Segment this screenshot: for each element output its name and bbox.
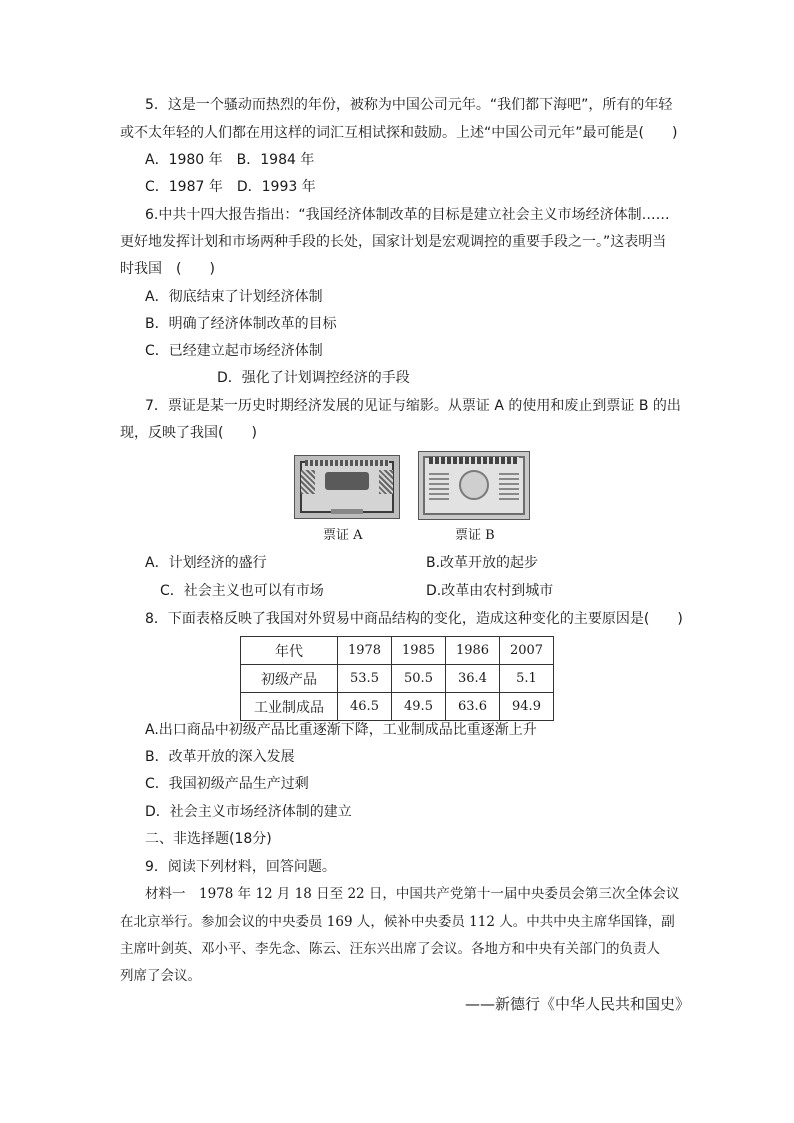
q5-options-ab: A．1980 年 B．1984 年 bbox=[145, 152, 315, 168]
q7-option-b: B.改革开放的起步 bbox=[426, 555, 539, 571]
q8-option-a: A.出口商品中初级产品比重逐渐下降，工业制成品比重逐渐上升 bbox=[145, 722, 537, 738]
table-header-cell: 2007 bbox=[500, 637, 554, 665]
q6-stem-line2: 更好地发挥计划和市场两种手段的长处，国家计划是宏观调控的重要手段之一。”这表明当 bbox=[120, 234, 667, 250]
table-cell: 初级产品 bbox=[241, 665, 338, 693]
table-cell: 工业制成品 bbox=[241, 693, 338, 721]
q8-option-d: D．社会主义市场经济体制的建立 bbox=[145, 804, 352, 820]
material1-line3: 主席叶剑英、邓小平、李先念、陈云、汪东兴出席了会议。各地方和中央有关部门的负责人 bbox=[120, 941, 660, 957]
table-cell: 53.5 bbox=[338, 665, 392, 693]
trade-structure-table bbox=[240, 636, 554, 721]
q5-stem-line2: 或不太年轻的人们都在用这样的词汇互相试探和鼓励。上述“中国公司元年”最可能是( ) bbox=[120, 125, 678, 141]
q8-option-c: C．我国初级产品生产过剩 bbox=[145, 776, 309, 792]
table-header-cell: 1985 bbox=[392, 637, 446, 665]
q6-option-b: B．明确了经济体制改革的目标 bbox=[145, 316, 337, 332]
q6-option-a: A．彻底结束了计划经济体制 bbox=[145, 289, 323, 305]
q6-stem-line3: 时我国 ( ) bbox=[120, 261, 215, 277]
table-row bbox=[241, 665, 554, 693]
ticket-a-image bbox=[294, 455, 400, 519]
q7-option-a: A．计划经济的盛行 bbox=[145, 555, 267, 571]
material1-line2: 在北京举行。参加会议的中央委员 169 人，候补中央委员 112 人。中共中央主席华国锋，副 bbox=[120, 914, 675, 930]
q8-option-b: B．改革开放的深入发展 bbox=[145, 749, 295, 765]
ticket-b-image bbox=[418, 451, 530, 520]
section-title: 二、非选择题(18分) bbox=[145, 831, 272, 847]
q6-stem-line1: 6.中共十四大报告指出：“我国经济体制改革的目标是建立社会主义市场经济体制…… bbox=[145, 207, 670, 223]
table-cell: 49.5 bbox=[392, 693, 446, 721]
table-cell: 94.9 bbox=[500, 693, 554, 721]
material1-line1: 材料一 1978 年 12 月 18 日至 22 日，中国共产党第十一届中央委员会第三次全体会议 bbox=[145, 886, 680, 902]
table-cell: 50.5 bbox=[392, 665, 446, 693]
q8-stem: 8．下面表格反映了我国对外贸易中商品结构的变化，造成这种变化的主要原因是( ) bbox=[145, 611, 683, 627]
material1-line4: 列席了会议。 bbox=[120, 968, 201, 984]
q7-option-d: D.改革由农村到城市 bbox=[426, 583, 554, 599]
table-header-cell: 1978 bbox=[338, 637, 392, 665]
table-cell: 36.4 bbox=[446, 665, 500, 693]
table-row bbox=[241, 693, 554, 721]
ticket-a-caption: 票证 A bbox=[323, 528, 363, 543]
material-source: ——新德行《中华人民共和国史》 bbox=[465, 995, 691, 1013]
table-header-cell: 年代 bbox=[241, 637, 338, 665]
q6-option-d: D．强化了计划调控经济的手段 bbox=[217, 370, 410, 386]
q7-option-c: C．社会主义也可以有市场 bbox=[160, 583, 324, 599]
table-cell: 5.1 bbox=[500, 665, 554, 693]
q6-option-c: C．已经建立起市场经济体制 bbox=[145, 343, 323, 359]
ticket-b-caption: 票证 B bbox=[455, 528, 495, 543]
q9-stem: 9．阅读下列材料，回答问题。 bbox=[145, 859, 336, 875]
q7-stem-line1: 7．票证是某一历史时期经济发展的见证与缩影。从票证 A 的使用和废止到票证 B 的出 bbox=[145, 398, 681, 414]
table-cell: 63.6 bbox=[446, 693, 500, 721]
table-header-cell: 1986 bbox=[446, 637, 500, 665]
q5-options-cd: C．1987 年 D．1993 年 bbox=[145, 179, 316, 195]
q7-stem-line2: 现，反映了我国( ) bbox=[120, 425, 257, 441]
table-header-row bbox=[241, 637, 554, 665]
table-cell: 46.5 bbox=[338, 693, 392, 721]
q5-stem-line1: 5．这是一个骚动而热烈的年份，被称为中国公司元年。“我们都下海吧”，所有的年轻 bbox=[145, 97, 673, 113]
